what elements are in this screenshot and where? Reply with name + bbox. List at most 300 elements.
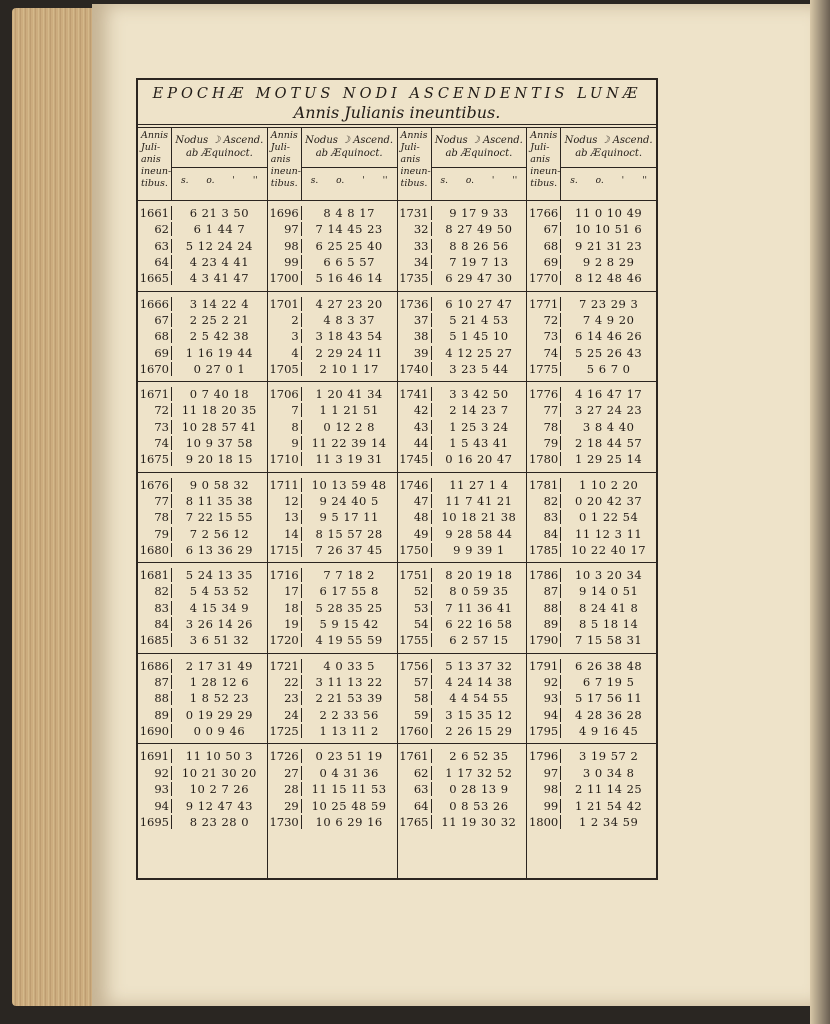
node-value-cell: 2 2 33 56: [319, 707, 379, 722]
year-cell: 1785: [527, 543, 561, 557]
node-value-cell: 0 28 13 9: [449, 782, 509, 797]
node-value-cell: 11 19 30 32: [441, 815, 517, 830]
year-cell: 87: [138, 675, 172, 689]
row-group: [268, 654, 397, 745]
node-value-cell: 10 22 40 17: [571, 542, 647, 557]
unit-labels: [302, 168, 397, 186]
unit-label: ': [232, 176, 235, 186]
table-row: [527, 362, 656, 376]
column-header: [527, 128, 656, 201]
table-row: [138, 510, 267, 524]
unit-label: '': [252, 176, 258, 186]
node-value-cell: 11 10 50 3: [185, 749, 253, 764]
table-row: [268, 708, 397, 722]
table-row: [527, 617, 656, 631]
node-value-cell: 1 16 19 44: [185, 345, 253, 360]
year-cell: 17: [268, 584, 302, 598]
year-cell: 58: [398, 691, 432, 705]
table-row: [268, 478, 397, 492]
year-cell: 92: [527, 675, 561, 689]
year-cell: 69: [527, 255, 561, 269]
node-value-cell: 9 28 58 44: [445, 526, 513, 541]
node-value-cell: 7 15 58 31: [575, 633, 643, 648]
table-row: [527, 601, 656, 615]
year-cell: 1760: [398, 724, 432, 738]
page-edge: [12, 8, 96, 1006]
year-cell: 1730: [268, 815, 302, 829]
node-value-cell: 6 14 46 26: [575, 329, 643, 344]
year-header: Annis Juli-anis ineun-tibus.: [398, 128, 432, 200]
row-group: [138, 744, 267, 835]
year-cell: 38: [398, 329, 432, 343]
year-cell: 1751: [398, 568, 432, 582]
node-value-cell: 7 2 56 12: [189, 526, 250, 541]
node-value-cell: 7 7 18 2: [323, 568, 375, 583]
node-value-cell: 0 7 40 18: [189, 387, 250, 402]
table-row: [527, 478, 656, 492]
year-cell: 52: [398, 584, 432, 598]
node-value-cell: 10 18 21 38: [441, 510, 517, 525]
table-row: [527, 346, 656, 360]
year-cell: 1775: [527, 362, 561, 376]
node-value-cell: 7 26 37 45: [315, 542, 383, 557]
year-cell: 68: [527, 239, 561, 253]
table-row: [138, 633, 267, 647]
table-row: [398, 527, 527, 541]
column-header: [138, 128, 267, 201]
table-row: [527, 633, 656, 647]
node-value-cell: 0 8 53 26: [449, 798, 509, 813]
node-value-cell: 9 21 31 23: [575, 238, 643, 253]
node-value-cell: 4 24 14 38: [445, 674, 513, 689]
node-value-cell: 0 16 20 47: [445, 452, 513, 467]
node-value-cell: 5 24 13 35: [185, 568, 253, 583]
year-cell: 88: [138, 691, 172, 705]
table-row: [138, 313, 267, 327]
table-row: [398, 222, 527, 236]
table-row: [527, 313, 656, 327]
table-row: [138, 708, 267, 722]
node-value-cell: 1 10 2 20: [578, 477, 639, 492]
unit-label: '': [382, 176, 388, 186]
year-cell: 1715: [268, 543, 302, 557]
table-row: [268, 313, 397, 327]
table-row: [268, 271, 397, 285]
year-cell: 1710: [268, 452, 302, 466]
node-value-cell: 6 10 27 47: [445, 296, 513, 311]
year-cell: 1776: [527, 387, 561, 401]
node-value-cell: 3 0 34 8: [582, 765, 635, 780]
year-cell: 93: [138, 782, 172, 796]
year-cell: 1750: [398, 543, 432, 557]
year-header: Annis Juli-anis ineun-tibus.: [527, 128, 561, 200]
table-row: [527, 510, 656, 524]
node-value-cell: 8 0 59 35: [449, 584, 509, 599]
year-cell: 49: [398, 527, 432, 541]
year-cell: 78: [138, 510, 172, 524]
row-group: [398, 563, 527, 654]
row-group: [527, 744, 656, 835]
node-title: Nodus ☽ Ascend. ab Æquinoct.: [561, 128, 656, 168]
node-value-cell: 8 15 57 28: [315, 526, 383, 541]
year-cell: 89: [527, 617, 561, 631]
row-group: [398, 744, 527, 835]
node-value-cell: 2 5 42 38: [189, 329, 250, 344]
node-value-cell: 9 0 58 32: [189, 477, 250, 492]
year-cell: 23: [268, 691, 302, 705]
node-value-cell: 6 17 55 8: [319, 584, 379, 599]
node-value-cell: 4 28 36 28: [575, 707, 643, 722]
year-cell: 1745: [398, 452, 432, 466]
year-cell: 64: [138, 255, 172, 269]
year-cell: 98: [268, 239, 302, 253]
year-cell: 1711: [268, 478, 302, 492]
year-cell: 1700: [268, 271, 302, 285]
row-group: [138, 473, 267, 564]
year-cell: 1736: [398, 297, 432, 311]
year-cell: 94: [138, 799, 172, 813]
table-row: [138, 436, 267, 450]
table-row: [138, 222, 267, 236]
node-value-cell: 2 21 53 39: [315, 691, 383, 706]
year-cell: 1791: [527, 659, 561, 673]
year-cell: 99: [527, 799, 561, 813]
row-group: [138, 382, 267, 473]
table-row: [268, 584, 397, 598]
node-value-cell: 9 2 8 29: [582, 255, 635, 270]
table-row: [138, 329, 267, 343]
year-cell: 1716: [268, 568, 302, 582]
year-cell: 69: [138, 346, 172, 360]
table-row: [527, 675, 656, 689]
year-cell: 22: [268, 675, 302, 689]
node-value-cell: 8 20 19 18: [445, 568, 513, 583]
table-row: [398, 255, 527, 269]
node-value-cell: 0 4 31 36: [319, 765, 379, 780]
table-row: [268, 436, 397, 450]
year-cell: 1781: [527, 478, 561, 492]
node-value-cell: 4 19 55 59: [315, 633, 383, 648]
table-row: [398, 584, 527, 598]
table-row: [268, 510, 397, 524]
table-row: [398, 478, 527, 492]
node-value-cell: 11 18 20 35: [181, 403, 257, 418]
year-cell: 59: [398, 708, 432, 722]
table-row: [138, 206, 267, 220]
year-cell: 84: [527, 527, 561, 541]
node-value-cell: 2 14 23 7: [449, 403, 509, 418]
year-cell: 82: [138, 584, 172, 598]
table-row: [398, 799, 527, 813]
unit-label: ': [362, 176, 365, 186]
year-cell: 1765: [398, 815, 432, 829]
year-cell: 39: [398, 346, 432, 360]
unit-label: s.: [440, 176, 448, 186]
unit-label: s.: [310, 176, 319, 186]
node-value-cell: 8 23 28 0: [189, 815, 250, 830]
table-row: [398, 362, 527, 376]
table-row: [268, 297, 397, 311]
unit-label: ': [491, 176, 495, 186]
unit-labels: [561, 168, 656, 186]
year-cell: 1701: [268, 297, 302, 311]
table-row: [138, 452, 267, 466]
node-value-cell: 6 2 57 15: [449, 633, 509, 648]
year-cell: 57: [398, 675, 432, 689]
table-row: [527, 436, 656, 450]
year-cell: 1800: [527, 815, 561, 829]
year-cell: 1755: [398, 633, 432, 647]
node-value-cell: 11 3 19 31: [315, 452, 383, 467]
table-row: [527, 420, 656, 434]
table-row: [268, 387, 397, 401]
year-cell: 44: [398, 436, 432, 450]
year-cell: 27: [268, 766, 302, 780]
year-cell: 13: [268, 510, 302, 524]
year-cell: 32: [398, 222, 432, 236]
unit-label: s.: [570, 176, 578, 186]
table-row: [138, 346, 267, 360]
ephemeris-table: [136, 78, 658, 880]
year-cell: 1695: [138, 815, 172, 829]
row-group: [268, 292, 397, 383]
table-row: [268, 527, 397, 541]
node-value-cell: 6 1 44 7: [193, 222, 246, 237]
node-value-cell: 3 19 57 2: [578, 749, 639, 764]
year-cell: 42: [398, 403, 432, 417]
table-row: [138, 749, 267, 763]
table-row: [138, 478, 267, 492]
table-row: [398, 782, 527, 796]
unit-label: o.: [336, 176, 345, 186]
year-cell: 63: [138, 239, 172, 253]
year-cell: 67: [527, 222, 561, 236]
unit-label: '': [642, 176, 648, 186]
node-value-cell: 9 17 9 33: [449, 206, 509, 221]
year-cell: 1705: [268, 362, 302, 376]
table-row: [398, 675, 527, 689]
year-cell: 37: [398, 313, 432, 327]
table-row: [268, 543, 397, 557]
node-value-cell: 5 13 37 32: [445, 658, 513, 673]
table-row: [138, 782, 267, 796]
year-cell: 14: [268, 527, 302, 541]
table-row: [138, 799, 267, 813]
node-value-cell: 2 17 31 49: [185, 658, 253, 673]
year-cell: 43: [398, 420, 432, 434]
node-value-cell: 2 26 15 29: [445, 723, 513, 738]
row-group: [527, 382, 656, 473]
year-cell: 89: [138, 708, 172, 722]
node-value-cell: 11 27 1 4: [449, 477, 509, 492]
year-cell: 79: [138, 527, 172, 541]
node-title: Nodus ☽ Ascend. ab Æquinoct.: [302, 128, 397, 168]
year-cell: 1661: [138, 206, 172, 220]
row-group: [398, 382, 527, 473]
table-row: [527, 708, 656, 722]
node-value-cell: 9 14 0 51: [578, 584, 639, 599]
node-value-cell: 7 14 45 23: [315, 222, 383, 237]
year-cell: 87: [527, 584, 561, 598]
year-cell: 82: [527, 494, 561, 508]
year-cell: 1735: [398, 271, 432, 285]
row-group: [398, 292, 527, 383]
facing-page-edge: [810, 0, 830, 1024]
table-row: [527, 452, 656, 466]
year-cell: 1761: [398, 749, 432, 763]
row-group: [527, 473, 656, 564]
unit-label: o.: [595, 176, 604, 186]
node-value-cell: 3 15 35 12: [445, 707, 513, 722]
year-cell: 94: [527, 708, 561, 722]
node-value-cell: 3 26 14 26: [185, 617, 253, 632]
node-value-cell: 9 12 47 43: [185, 798, 253, 813]
year-cell: 53: [398, 601, 432, 615]
year-cell: 74: [138, 436, 172, 450]
node-value-cell: 8 5 18 14: [578, 617, 639, 632]
year-cell: 62: [138, 222, 172, 236]
node-value-cell: 7 19 7 13: [449, 255, 509, 270]
node-value-cell: 4 15 34 9: [189, 600, 250, 615]
table-row: [268, 601, 397, 615]
table-row: [527, 329, 656, 343]
year-cell: 1770: [527, 271, 561, 285]
table-row: [398, 543, 527, 557]
node-value-cell: 11 22 39 14: [311, 436, 387, 451]
node-value-cell: 11 7 41 21: [445, 493, 513, 508]
year-cell: 74: [527, 346, 561, 360]
table-row: [527, 766, 656, 780]
table-row: [527, 239, 656, 253]
node-value-cell: 1 13 11 2: [319, 723, 379, 738]
node-value-cell: 10 3 20 34: [575, 568, 643, 583]
year-cell: 1665: [138, 271, 172, 285]
year-cell: 3: [268, 329, 302, 343]
column-header: [398, 128, 527, 201]
table-row: [527, 691, 656, 705]
year-cell: 47: [398, 494, 432, 508]
table-row: [527, 206, 656, 220]
node-value-cell: 10 9 37 58: [185, 436, 253, 451]
year-cell: 83: [527, 510, 561, 524]
node-value-cell: 1 21 54 42: [575, 798, 643, 813]
node-value-cell: 3 8 4 40: [582, 419, 635, 434]
row-group: [527, 654, 656, 745]
node-header: [302, 128, 397, 200]
table-row: [268, 766, 397, 780]
row-group: [527, 201, 656, 292]
node-value-cell: 0 23 51 19: [315, 749, 383, 764]
year-cell: 77: [138, 494, 172, 508]
table-row: [268, 691, 397, 705]
table-row: [268, 206, 397, 220]
year-cell: 1786: [527, 568, 561, 582]
table-row: [138, 617, 267, 631]
node-value-cell: 8 24 41 8: [578, 600, 639, 615]
table-row: [527, 724, 656, 738]
node-value-cell: 0 1 22 54: [578, 510, 639, 525]
table-row: [398, 346, 527, 360]
year-cell: 12: [268, 494, 302, 508]
year-cell: 1706: [268, 387, 302, 401]
table-row: [527, 584, 656, 598]
node-value-cell: 10 13 59 48: [311, 477, 387, 492]
table-column: [398, 128, 528, 880]
year-cell: 48: [398, 510, 432, 524]
node-value-cell: 4 23 4 41: [189, 255, 250, 270]
year-cell: 4: [268, 346, 302, 360]
node-value-cell: 3 3 42 50: [449, 387, 509, 402]
node-value-cell: 7 4 9 20: [582, 312, 635, 327]
node-value-cell: 3 11 13 22: [315, 674, 383, 689]
node-value-cell: 8 11 35 38: [185, 493, 253, 508]
table-row: [268, 749, 397, 763]
row-group: [138, 201, 267, 292]
year-cell: 78: [527, 420, 561, 434]
table-row: [138, 239, 267, 253]
node-value-cell: 6 6 5 57: [323, 255, 375, 270]
year-cell: 68: [138, 329, 172, 343]
year-cell: 92: [138, 766, 172, 780]
table-row: [138, 675, 267, 689]
row-group: [398, 473, 527, 564]
row-group: [527, 292, 656, 383]
table-row: [398, 239, 527, 253]
table-row: [527, 494, 656, 508]
table-column: [527, 128, 656, 880]
unit-label: o.: [206, 176, 215, 186]
table-row: [527, 799, 656, 813]
table-row: [268, 799, 397, 813]
table-row: [268, 633, 397, 647]
table-row: [398, 494, 527, 508]
table-row: [138, 527, 267, 541]
node-value-cell: 6 25 25 40: [315, 238, 383, 253]
title-sub: Annis Julianis ineuntibus.: [293, 103, 501, 122]
node-value-cell: 6 13 36 29: [185, 542, 253, 557]
node-value-cell: 6 29 47 30: [445, 271, 513, 286]
node-value-cell: 5 25 26 43: [575, 345, 643, 360]
table-row: [138, 494, 267, 508]
node-value-cell: 10 6 29 16: [315, 815, 383, 830]
year-cell: 1731: [398, 206, 432, 220]
node-title: Nodus ☽ Ascend. ab Æquinoct.: [432, 128, 527, 168]
node-value-cell: 1 5 43 41: [449, 436, 509, 451]
table-row: [398, 815, 527, 829]
node-value-cell: 4 3 41 47: [189, 271, 250, 286]
year-cell: 1671: [138, 387, 172, 401]
node-value-cell: 7 11 36 41: [445, 600, 513, 615]
table-row: [398, 452, 527, 466]
table-row: [138, 255, 267, 269]
node-value-cell: 7 22 15 55: [185, 510, 253, 525]
year-cell: 72: [527, 313, 561, 327]
year-cell: 88: [527, 601, 561, 615]
table-row: [138, 543, 267, 557]
table-column: [268, 128, 398, 880]
table-row: [398, 766, 527, 780]
table-row: [527, 222, 656, 236]
table-row: [398, 420, 527, 434]
year-cell: 7: [268, 403, 302, 417]
node-value-cell: 9 20 18 15: [185, 452, 253, 467]
node-value-cell: 0 20 42 37: [575, 493, 643, 508]
row-group: [138, 292, 267, 383]
node-value-cell: 11 15 11 53: [311, 782, 387, 797]
year-cell: 64: [398, 799, 432, 813]
node-value-cell: 4 12 25 27: [445, 345, 513, 360]
table-row: [138, 362, 267, 376]
